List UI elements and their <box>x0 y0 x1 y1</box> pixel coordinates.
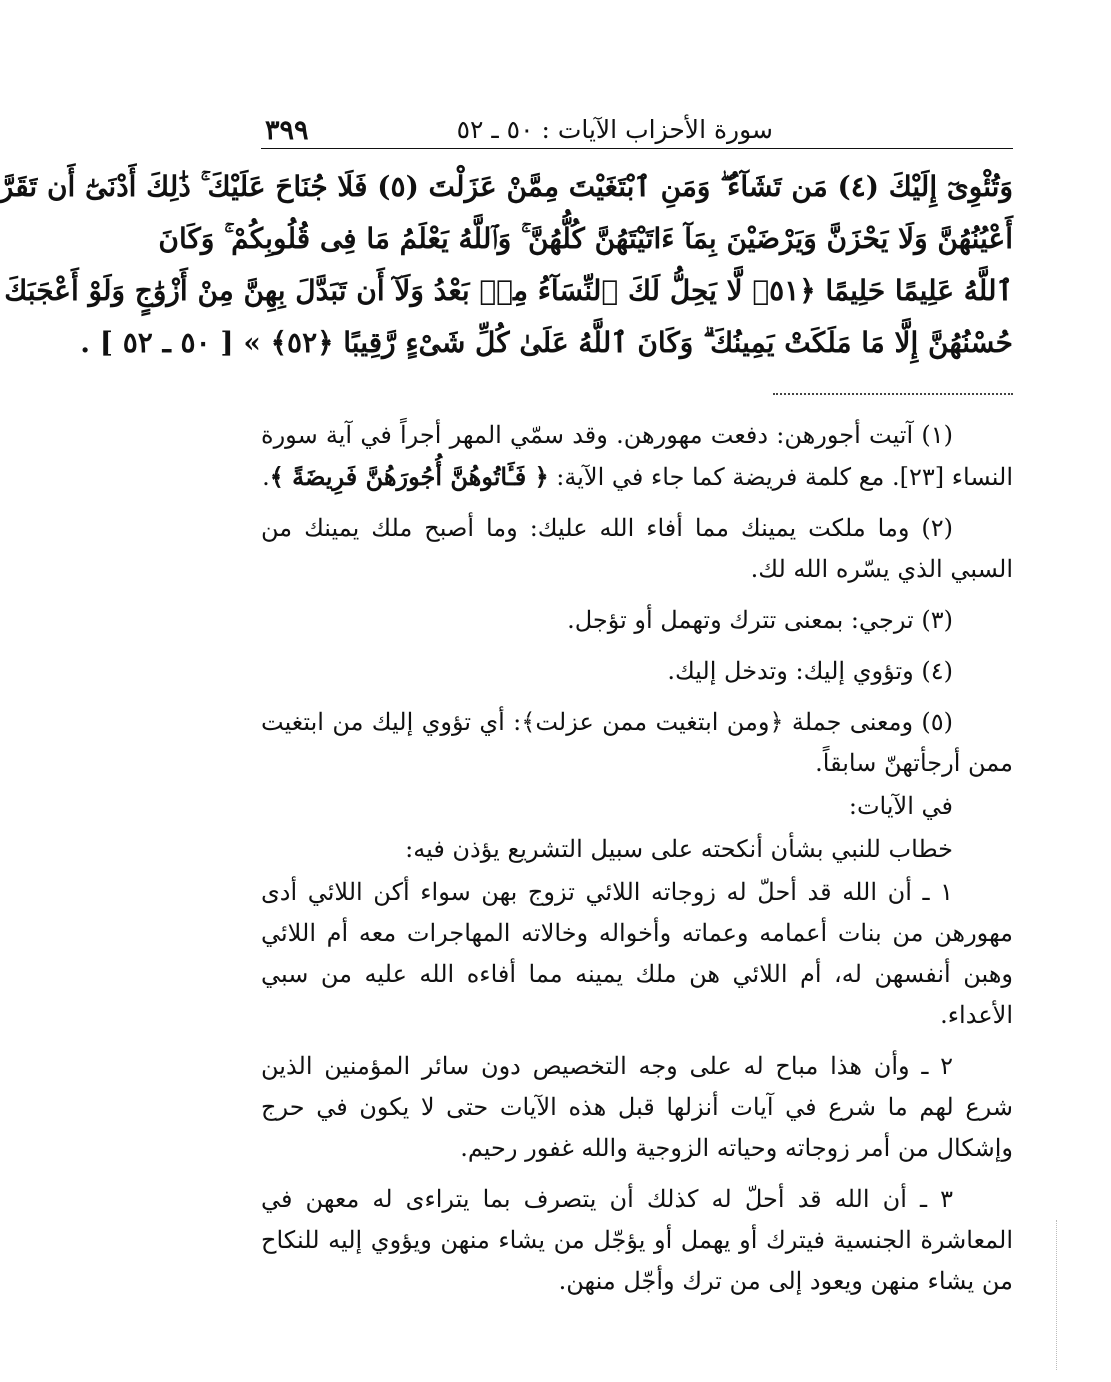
surah-title: سورة الأحزاب الآيات : ٥٠ ـ ٥٢ <box>456 115 773 144</box>
quran-verses <box>0 161 1013 369</box>
verse-line: وَتُئْوِىٓ إِلَيْكَ (٤) مَن تَشَآءُ ۖ وَمَنِ ٱبْتَغَيْتَ مِمَّنْ عَزَلْتَ (٥) فَلَا جُنَاحَ عَلَيْكَ ۚ ذَٰلِكَ أَدْنَىٰٓ أَن تَقَرَّ <box>0 170 1013 203</box>
page-fold-mark <box>1056 1220 1057 1370</box>
footnote-4: (٤) وتؤوي إليك: وتدخل إليك. <box>667 657 953 685</box>
commentary-point-2: ٢ ـ وأن هذا مباح له على وجه التخصيص دون سائر المؤمنين الذين شرع لهم ما شرع في آيات أنزلها قبل هذه الآيات حتى لا يكون في حرج وإشكال من أمر زوجاته وحياته الزوجية والله غفور رحيم. <box>261 1052 1013 1162</box>
verse-line: حُسْنُهُنَّ إِلَّا مَا مَلَكَتْ يَمِينُكَ ۗ وَكَانَ ٱللَّهُ عَلَىٰ كُلِّ شَىْءٍ رَّقِيبًا ﴿٥٢﴾ » [ ٥٠ ـ ٥٢ ] . <box>80 326 1013 359</box>
footnote-1-text: (١) آتيت أجورهن: دفعت مهورهن. وقد سمّي المهر أجراً في آية سورة النساء [٢٣]. مع كلمة فريضة كما جاء في الآية: <box>261 421 1013 491</box>
footnotes <box>261 415 1013 1302</box>
page-number: ٣٩٩ <box>265 115 309 146</box>
footnote-1 <box>261 415 1013 498</box>
verse-line: أَعْيُنُهُنَّ وَلَا يَحْزَنَّ وَيَرْضَيْنَ بِمَآ ءَاتَيْتَهُنَّ كُلُّهُنَّ ۚ وَٱللَّهُ يَعْلَمُ مَا فِى قُلُوبِكُمْ ۚ وَكَانَ <box>158 222 1013 255</box>
footnote-1-end: . <box>262 463 270 491</box>
verse-line: ٱللَّهُ عَلِيمًا حَلِيمًا ﴿٥١﴾ لَّا يَحِلُّ لَكَ ٱلنِّسَآءُ مِنۢ بَعْدُ وَلَآ أَن تَبَدَّلَ بِهِنَّ مِنْ أَزْوَٰجٍ وَلَوْ أَعْجَبَكَ <box>4 274 1013 307</box>
book-page <box>0 108 1013 1312</box>
footnote-5: (٥) ومعنى جملة ﴿ومن ابتغيت ممن عزلت﴾: أي تؤوي إليك من ابتغيت ممن أرجأتهنّ سابقاً. <box>261 708 1013 777</box>
footnote-3: (٣) ترجي: بمعنى تترك وتهمل أو تؤجل. <box>567 606 953 634</box>
commentary-point-3: ٣ ـ أن الله قد أحلّ له كذلك أن يتصرف بما يتراءى له معهن في المعاشرة الجنسية فيترك أو يهمل أو يؤجّل من يشاء منهن ويؤوي إليه للنكاح من يشاء منهن ويعود إلى من ترك وأجّل منهن. <box>261 1185 1013 1295</box>
footnote-1-quote: ﴿ فَـَٔاتُوهُنَّ أُجُورَهُنَّ فَرِيضَةً ﴾ <box>269 462 549 491</box>
separator-dots <box>773 393 1013 395</box>
footnote-2: (٢) وما ملكت يمينك مما أفاء الله عليك: وما أصبح ملك يمينك من السبي الذي يسّره الله لك. <box>261 514 1013 583</box>
page-header <box>261 108 1013 149</box>
commentary-intro: خطاب للنبي بشأن أنكحته على سبيل التشريع يؤذن فيه: <box>405 835 953 863</box>
commentary-heading: في الآيات: <box>848 792 953 820</box>
commentary-point-1: ١ ـ أن الله قد أحلّ له زوجاته اللائي تزوج بهن سواء أكن اللائي أدى مهورهن من بنات أعمامه وعماته وأخواله وخالاته المهاجرات معه أم اللائي وهبن أنفسهن له، أم اللائي هن ملك يمينه مما أفاءه الله عليه من سبي الأعداء. <box>261 878 1013 1029</box>
